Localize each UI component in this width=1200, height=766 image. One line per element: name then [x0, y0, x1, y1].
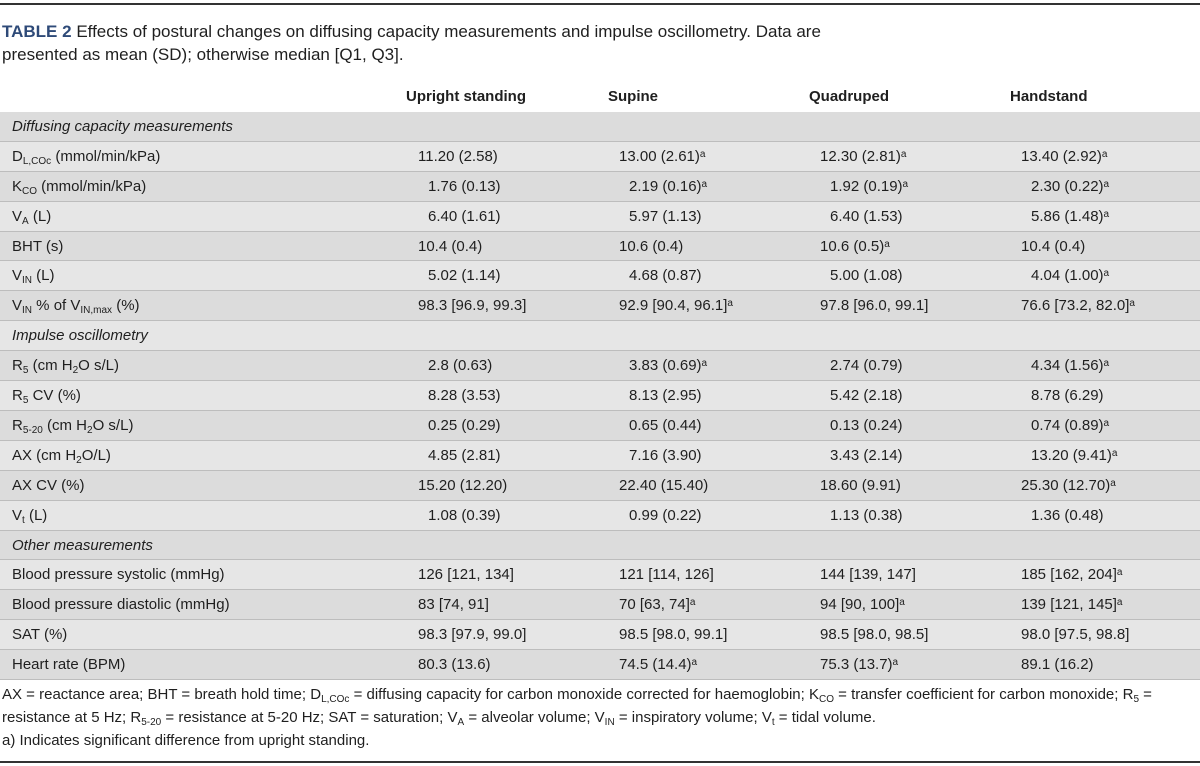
table-row: [0, 441, 1200, 471]
section-title: Impulse oscillometry: [12, 327, 148, 345]
cell-supine: 22.40 (15.40): [619, 476, 709, 494]
row-label: Blood pressure systolic (mmHg): [12, 566, 225, 584]
row-label: Blood pressure diastolic (mmHg): [12, 596, 230, 614]
cell-handstand: 76.6 [73.2, 82.0]$^a$: [1021, 297, 1135, 315]
table-row: [0, 261, 1200, 291]
cell-quadruped: 1.92 $(0.19)^a$: [830, 177, 909, 195]
table-row: [0, 232, 1200, 262]
cell-upright-standing: 126 [121, 134]: [418, 566, 514, 584]
cell-supine: 74.5 $(14.4)^a$: [619, 656, 698, 674]
table-row: [0, 291, 1200, 321]
row-label: $V_{IN}$ % of $V_{IN,max}$ (%): [12, 297, 140, 317]
cell-upright-standing: 15.20 (12.20): [418, 476, 508, 494]
cell-quadruped: 3.43 (2.14): [830, 446, 903, 464]
cell-upright-standing: 11.20 (2.58): [418, 147, 498, 165]
cell-upright-standing: 98.3 [96.9, 99.3]: [418, 297, 527, 315]
row-label: BHT (s): [12, 237, 64, 255]
table-row: [0, 471, 1200, 501]
cell-handstand: 139 [121, 145]$^a$: [1021, 596, 1123, 614]
cell-quadruped: 2.74 (0.79): [830, 357, 903, 375]
table-row: [0, 560, 1200, 590]
cell-supine: 13.00 $(2.61)^a$: [619, 147, 706, 165]
cell-handstand: 8.78 (6.29): [1031, 387, 1104, 405]
cell-upright-standing: 1.08 (0.39): [428, 506, 501, 524]
table-row: [0, 650, 1200, 680]
cell-supine: 7.16 (3.90): [629, 446, 702, 464]
cell-supine: 10.6 (0.4): [619, 237, 684, 255]
cell-upright-standing: 98.3 [97.9, 99.0]: [418, 626, 527, 644]
cell-supine: 98.5 [98.0, 99.1]: [619, 626, 728, 644]
cell-quadruped: 6.40 (1.53): [830, 207, 903, 225]
cell-supine: 5.97 (1.13): [629, 207, 702, 225]
cell-quadruped: 75.3 $(13.7)^a$: [820, 656, 899, 674]
cell-supine: 0.65 (0.44): [629, 416, 702, 434]
cell-quadruped: 0.13 (0.24): [830, 416, 903, 434]
section-title: Other measurements: [12, 536, 153, 554]
section-header-row: [0, 112, 1200, 142]
table-footnote: [2, 683, 1198, 752]
cell-handstand: 0.74 $(0.89)^a$: [1031, 416, 1110, 434]
cell-handstand: 13.40 $(2.92)^a$: [1021, 147, 1108, 165]
table-body: [0, 112, 1200, 680]
cell-supine: 121 [114, 126]: [619, 566, 714, 584]
cell-handstand: 5.86 $(1.48)^a$: [1031, 207, 1110, 225]
row-label: $V_{IN}$ (L): [12, 267, 55, 287]
cell-handstand: 4.04 $(1.00)^a$: [1031, 267, 1110, 285]
cell-upright-standing: 80.3 (13.6): [418, 656, 491, 674]
column-header-row: [0, 84, 1200, 112]
section-header-row: [0, 321, 1200, 351]
cell-quadruped: 98.5 [98.0, 98.5]: [820, 626, 929, 644]
cell-supine: 92.9 [90.4, 96.1]$^a$: [619, 297, 733, 315]
table-caption: [2, 20, 882, 66]
cell-upright-standing: 0.25 (0.29): [428, 416, 501, 434]
column-header-handstand: Handstand: [1010, 88, 1088, 105]
cell-quadruped: 10.6 $(0.5)^a$: [820, 237, 890, 255]
row-label: AX CV (%): [12, 476, 85, 494]
cell-upright-standing: 6.40 (1.61): [428, 207, 501, 225]
table-row: [0, 142, 1200, 172]
cell-upright-standing: 8.28 (3.53): [428, 387, 501, 405]
cell-supine: 70 [63, 74]$^a$: [619, 596, 696, 614]
section-title: Diffusing capacity measurements: [12, 118, 233, 135]
cell-quadruped: 5.00 (1.08): [830, 267, 903, 285]
footnote-significance: a) Indicates significant difference from upright standing.: [2, 732, 370, 749]
column-header-quadruped: Quadruped: [809, 88, 890, 105]
footnote-abbreviations: AX = reactance area; BHT = breath hold time; $D_{L,COc}$ = diffusing capacity for carbon monoxide corrected for haemoglobin; $K_{CO}$ = transfer coefficient for carbon monoxide; $R_5$ = resistance at 5 Hz; $R_{5-20}$ = resistance at 5-20 Hz; SAT = saturation; $V_A$ = alveolar volume; $V_{IN}$ = inspiratory volume; $V_t$ = tidal volume.: [2, 686, 1152, 728]
cell-supine: 4.68 (0.87): [629, 267, 702, 285]
cell-quadruped: 18.60 (9.91): [820, 476, 901, 494]
table-row: [0, 501, 1200, 531]
cell-handstand: 2.30 $(0.22)^a$: [1031, 177, 1110, 195]
row-label: $K_{CO}$ (mmol/min/kPa): [12, 177, 147, 197]
column-header-supine: Supine: [608, 88, 659, 105]
caption-text: Effects of postural changes on diffusing capacity measurements and impulse oscillometry. Data are presented as mean (SD); otherwise median [Q1, Q3].: [2, 22, 821, 64]
table-label: TABLE 2: [2, 22, 72, 41]
row-label: $R_5$ (cm $H_2O$ s/L): [12, 357, 119, 377]
row-label: $R_5$ CV (%): [12, 387, 81, 407]
cell-upright-standing: 1.76 (0.13): [428, 177, 501, 195]
table-row: [0, 202, 1200, 232]
cell-handstand: 10.4 (0.4): [1021, 237, 1086, 255]
table-row: [0, 381, 1200, 411]
cell-handstand: 25.30 $(12.70)^a$: [1021, 476, 1116, 494]
table-row: [0, 411, 1200, 441]
row-label: AX (cm $H_2O/L$): [12, 446, 111, 466]
section-header-row: [0, 531, 1200, 561]
row-label: $D_{L,COc}$ (mmol/min/kPa): [12, 147, 161, 167]
table-row: [0, 620, 1200, 650]
top-rule: [0, 3, 1200, 5]
cell-handstand: 185 [162, 204]$^a$: [1021, 566, 1123, 584]
cell-handstand: 89.1 (16.2): [1021, 656, 1094, 674]
cell-handstand: 13.20 $(9.41)^a$: [1031, 446, 1118, 464]
cell-upright-standing: 10.4 (0.4): [418, 237, 483, 255]
cell-quadruped: 97.8 [96.0, 99.1]: [820, 297, 929, 315]
cell-upright-standing: 4.85 (2.81): [428, 446, 501, 464]
cell-upright-standing: 5.02 (1.14): [428, 267, 501, 285]
table-row: [0, 172, 1200, 202]
cell-upright-standing: 83 [74, 91]: [418, 596, 489, 614]
row-label: $V_t$ (L): [12, 506, 48, 526]
cell-supine: 8.13 (2.95): [629, 387, 702, 405]
cell-quadruped: 12.30 $(2.81)^a$: [820, 147, 907, 165]
cell-handstand: 4.34 $(1.56)^a$: [1031, 357, 1110, 375]
table-row: [0, 590, 1200, 620]
cell-upright-standing: 2.8 (0.63): [428, 357, 493, 375]
row-label: $R_{5-20}$ (cm $H_2O$ s/L): [12, 416, 134, 436]
cell-quadruped: 94 [90, 100]$^a$: [820, 596, 905, 614]
cell-supine: 0.99 (0.22): [629, 506, 702, 524]
cell-quadruped: 5.42 (2.18): [830, 387, 903, 405]
row-label: Heart rate (BPM): [12, 656, 126, 674]
row-label: $V_A$ (L): [12, 207, 52, 227]
column-header-upright-standing: Upright standing: [406, 88, 526, 105]
bottom-rule: [0, 761, 1200, 763]
cell-supine: 2.19 $(0.16)^a$: [629, 177, 708, 195]
cell-quadruped: 144 [139, 147]: [820, 566, 916, 584]
table-row: [0, 351, 1200, 381]
cell-supine: 3.83 $(0.69)^a$: [629, 357, 708, 375]
cell-handstand: 1.36 (0.48): [1031, 506, 1104, 524]
cell-quadruped: 1.13 (0.38): [830, 506, 903, 524]
row-label: SAT (%): [12, 626, 68, 644]
cell-handstand: 98.0 [97.5, 98.8]: [1021, 626, 1130, 644]
